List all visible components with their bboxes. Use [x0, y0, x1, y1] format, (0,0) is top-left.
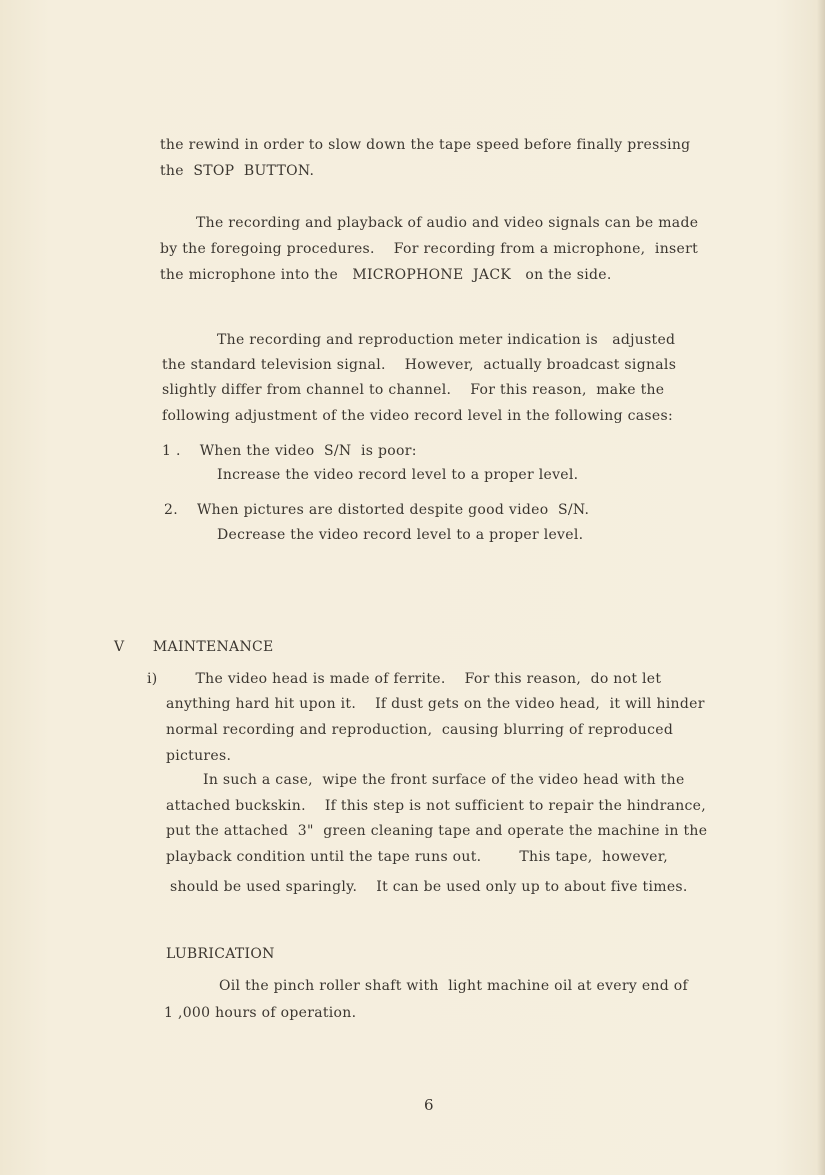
text-line: The recording and playback of audio and video signals can be made: [196, 215, 699, 231]
section-heading-maintenance: V MAINTENANCE: [114, 639, 274, 655]
text-line: the standard television signal. However, actually broadcast signals: [162, 357, 677, 373]
text-line: normal recording and reproduction, causing blurring of reproduced: [166, 722, 674, 738]
text-line: 1 ,000 hours of operation.: [164, 1005, 357, 1021]
text-line: pictures.: [166, 748, 232, 764]
text-line: Increase the video record level to a proper level.: [217, 467, 579, 483]
text-line: put the attached 3" green cleaning tape and operate the machine in the: [166, 823, 708, 839]
page-number: 6: [424, 1096, 434, 1114]
text-line: In such a case, wipe the front surface of the video head with the: [203, 772, 685, 788]
list-item-1: 1 . When the video S/N is poor:: [162, 443, 417, 459]
text-line: Oil the pinch roller shaft with light machine oil at every end of: [219, 978, 688, 994]
page-edge-shadow: [817, 0, 825, 1175]
section-heading-lubrication: LUBRICATION: [166, 946, 275, 962]
text-line: the STOP BUTTON.: [160, 163, 315, 179]
text-line: playback condition until the tape runs out. This tape, however,: [166, 849, 668, 865]
text-line: slightly differ from channel to channel. For this reason, make the: [162, 382, 665, 398]
text-line: anything hard hit upon it. If dust gets on the video head, it will hinder: [166, 696, 705, 712]
text-line: should be used sparingly. It can be used only up to about five times.: [170, 879, 688, 895]
text-line: attached buckskin. If this step is not sufficient to repair the hindrance,: [166, 798, 707, 814]
text-line: The recording and reproduction meter indication is adjusted: [217, 332, 676, 348]
list-item-2: 2. When pictures are distorted despite good video S/N.: [164, 502, 590, 518]
text-line: Decrease the video record level to a proper level.: [217, 527, 584, 543]
text-line: by the foregoing procedures. For recording from a microphone, insert: [160, 241, 698, 257]
text-line: following adjustment of the video record level in the following cases:: [162, 408, 673, 424]
text-line: the microphone into the MICROPHONE JACK on the side.: [160, 267, 612, 283]
text-line: i) The video head is made of ferrite. For this reason, do not let: [147, 671, 662, 687]
text-line: the rewind in order to slow down the tape speed before finally pressing: [160, 137, 691, 153]
